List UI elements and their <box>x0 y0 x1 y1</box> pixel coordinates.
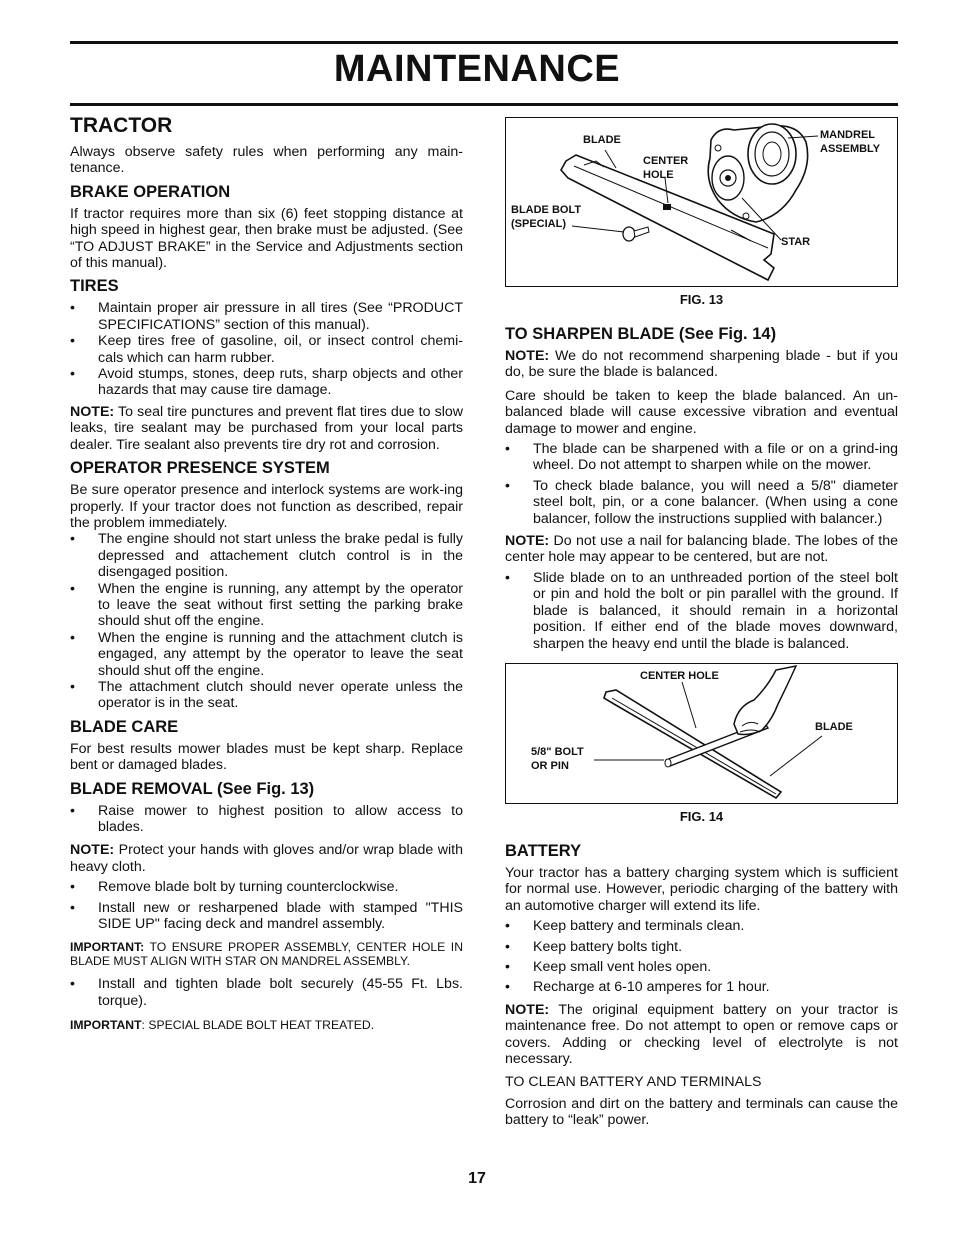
sharpen-note-2: NOTE: Do not use a nail for balancing blade. The lobes of the center hole may appear to be centered, but are not. <box>505 533 898 566</box>
ops-list <box>70 531 463 711</box>
label-mandrel-2: ASSEMBLY <box>820 143 881 155</box>
top-rule <box>70 41 898 44</box>
list-item: • Avoid stumps, stones, deep ruts, sharp objects and other hazards that may cause tire damage. <box>70 366 463 399</box>
fig14-drawing <box>506 664 899 805</box>
right-column <box>505 117 898 1129</box>
page-number: 17 <box>468 1170 486 1187</box>
label-bolt-1: 5/8" BOLT <box>531 745 584 758</box>
list-item: • Keep small vent holes open. <box>505 958 712 975</box>
brake-text: If tractor requires more than six (6) feet stopping distance at high speed in highest gear, then brake must be adjusted. (See “TO ADJUST BRAKE” in the Service and Adjustments section of this manual). <box>70 205 463 272</box>
title-rule <box>70 103 898 106</box>
fig13-illustration <box>505 117 898 287</box>
tractor-heading: TRACTOR <box>70 114 173 137</box>
ops-heading: OPERATOR PRESENCE SYSTEM <box>70 459 330 478</box>
sharpen-list <box>505 441 898 527</box>
label-blade: BLADE <box>583 134 621 146</box>
list-item: • Recharge at 6-10 amperes for 1 hour. <box>505 979 770 996</box>
list-item: • Maintain proper air pressure in all tires (See “PRODUCT SPECIFICATIONS” section of this manual). <box>70 300 463 333</box>
fig14-caption: FIG. 14 <box>679 808 724 824</box>
sharpen-heading: TO SHARPEN BLADE (See Fig. 14) <box>505 325 777 343</box>
battery-list <box>505 918 898 996</box>
label-center-hole: CENTER HOLE <box>640 669 719 682</box>
label-bolt-2: OR PIN <box>531 759 569 772</box>
sharpen-note-1: NOTE: We do not recommend sharpening blade - but if you do, be sure the blade is balanced. <box>505 348 898 381</box>
list-item: • The blade can be sharpened with a file or on a grind-ing wheel. Do not attempt to sharpen while on the mower. <box>505 441 898 474</box>
list-item: • Keep battery and terminals clean. <box>505 918 745 935</box>
tires-note: NOTE: To seal tire punctures and prevent flat tires due to slow leaks, tire sealant may be purchased from your local parts dealer. Tire sealant also prevents tire dry rot and corrosion. <box>70 403 463 453</box>
blade-removal-heading: BLADE REMOVAL (See Fig. 13) <box>70 779 315 798</box>
label-bolt-1: BLADE BOLT <box>511 204 582 216</box>
sharpen-list-2 <box>505 570 898 652</box>
blade-removal-list-2 <box>70 879 463 932</box>
clean-battery-heading: TO CLEAN BATTERY AND TERMINALS <box>505 1074 762 1091</box>
fig14-illustration <box>505 663 898 804</box>
battery-heading: BATTERY <box>505 841 582 860</box>
ops-text: Be sure operator presence and interlock systems are work-ing properly. If your tractor does not function as described, repair the problem immediately. <box>70 482 463 531</box>
tractor-intro: Always observe safety rules when performing any main-tenance. <box>70 144 463 177</box>
blade-care-heading: BLADE CARE <box>70 717 179 736</box>
page-title: MAINTENANCE <box>333 48 621 90</box>
list-item: • When the engine is running and the attachment clutch is engaged, any attempt by the operator to leave the seat should shut off the engine. <box>70 629 463 679</box>
list-item: • Install new or resharpened blade with stamped "THIS SIDE UP" facing deck and mandrel assembly. <box>70 899 463 933</box>
blade-removal-note: NOTE: Protect your hands with gloves and/or wrap blade with heavy cloth. <box>70 842 463 875</box>
tires-heading: TIRES <box>70 277 119 296</box>
list-item: • When the engine is running, any attempt by the operator to leave the seat without first setting the parking brake should shut off the engine. <box>70 580 463 630</box>
left-column <box>70 114 463 1033</box>
sharpen-text: Care should be taken to keep the blade balanced. An un-balanced blade will cause excessive vibration and eventual damage to mower and engine. <box>505 387 898 437</box>
blade-care-text: For best results mower blades must be kept sharp. Replace bent or damaged blades. <box>70 740 463 774</box>
important-assembly: IMPORTANT: TO ENSURE PROPER ASSEMBLY, CENTER HOLE IN BLADE MUST ALIGN WITH STAR ON MANDREL ASSEMBLY. <box>70 940 463 968</box>
label-star: STAR <box>781 236 811 248</box>
list-item: • The attachment clutch should never operate unless the operator is in the seat. <box>70 678 463 712</box>
label-bolt-2: (SPECIAL) <box>511 218 566 230</box>
blade-removal-list-1 <box>70 803 463 836</box>
clean-battery-text: Corrosion and dirt on the battery and terminals can cause the battery to “leak” power. <box>505 1095 898 1129</box>
important-heat-treated: IMPORTANT: SPECIAL BLADE BOLT HEAT TREATED. <box>70 1018 375 1033</box>
list-item: • Remove blade bolt by turning counterclockwise. <box>70 879 399 896</box>
label-mandrel-1: MANDREL <box>820 129 875 141</box>
label-blade: BLADE <box>815 720 853 733</box>
battery-text: Your tractor has a battery charging system which is sufficient for normal use. However, periodic charging of the battery with an automotive charger will extend its life. <box>505 864 898 914</box>
list-item: • Keep battery bolts tight. <box>505 938 683 955</box>
list-item: • Keep tires free of gasoline, oil, or insect control chemi-cals which can harm rubber. <box>70 333 463 366</box>
blade-removal-list-3 <box>70 976 463 1009</box>
list-item: • To check blade balance, you will need a 5/8" diameter steel bolt, pin, or a cone balancer. (When using a cone balancer, follow the instructions supplied with balancer.) <box>505 477 898 527</box>
list-item: • Install and tighten blade bolt securely (45-55 Ft. Lbs. torque). <box>70 976 463 1009</box>
label-center-hole-2: HOLE <box>643 169 674 181</box>
list-item: • Slide blade on to an unthreaded portion of the steel bolt or pin and hold the bolt or pin parallel with the ground. If blade is balanced, it should remain in a horizontal position. If either end of the blade moves downward, sharpen the heavy end until the blade is balanced. <box>505 569 898 652</box>
list-item: • The engine should not start unless the brake pedal is fully depressed and attachement clutch control is in the disengaged position. <box>70 531 463 581</box>
battery-note: NOTE: The original equipment battery on your tractor is maintenance free. Do not attempt to open or remove caps or covers. Adding or checking level of electrolyte is not necessary. <box>505 1001 898 1067</box>
fig13-caption: FIG. 13 <box>679 292 724 307</box>
list-item: • Raise mower to highest position to allow access to blades. <box>70 802 463 835</box>
brake-heading: BRAKE OPERATION <box>70 182 231 201</box>
label-center-hole-1: CENTER <box>643 155 689 167</box>
tires-list <box>70 300 463 398</box>
